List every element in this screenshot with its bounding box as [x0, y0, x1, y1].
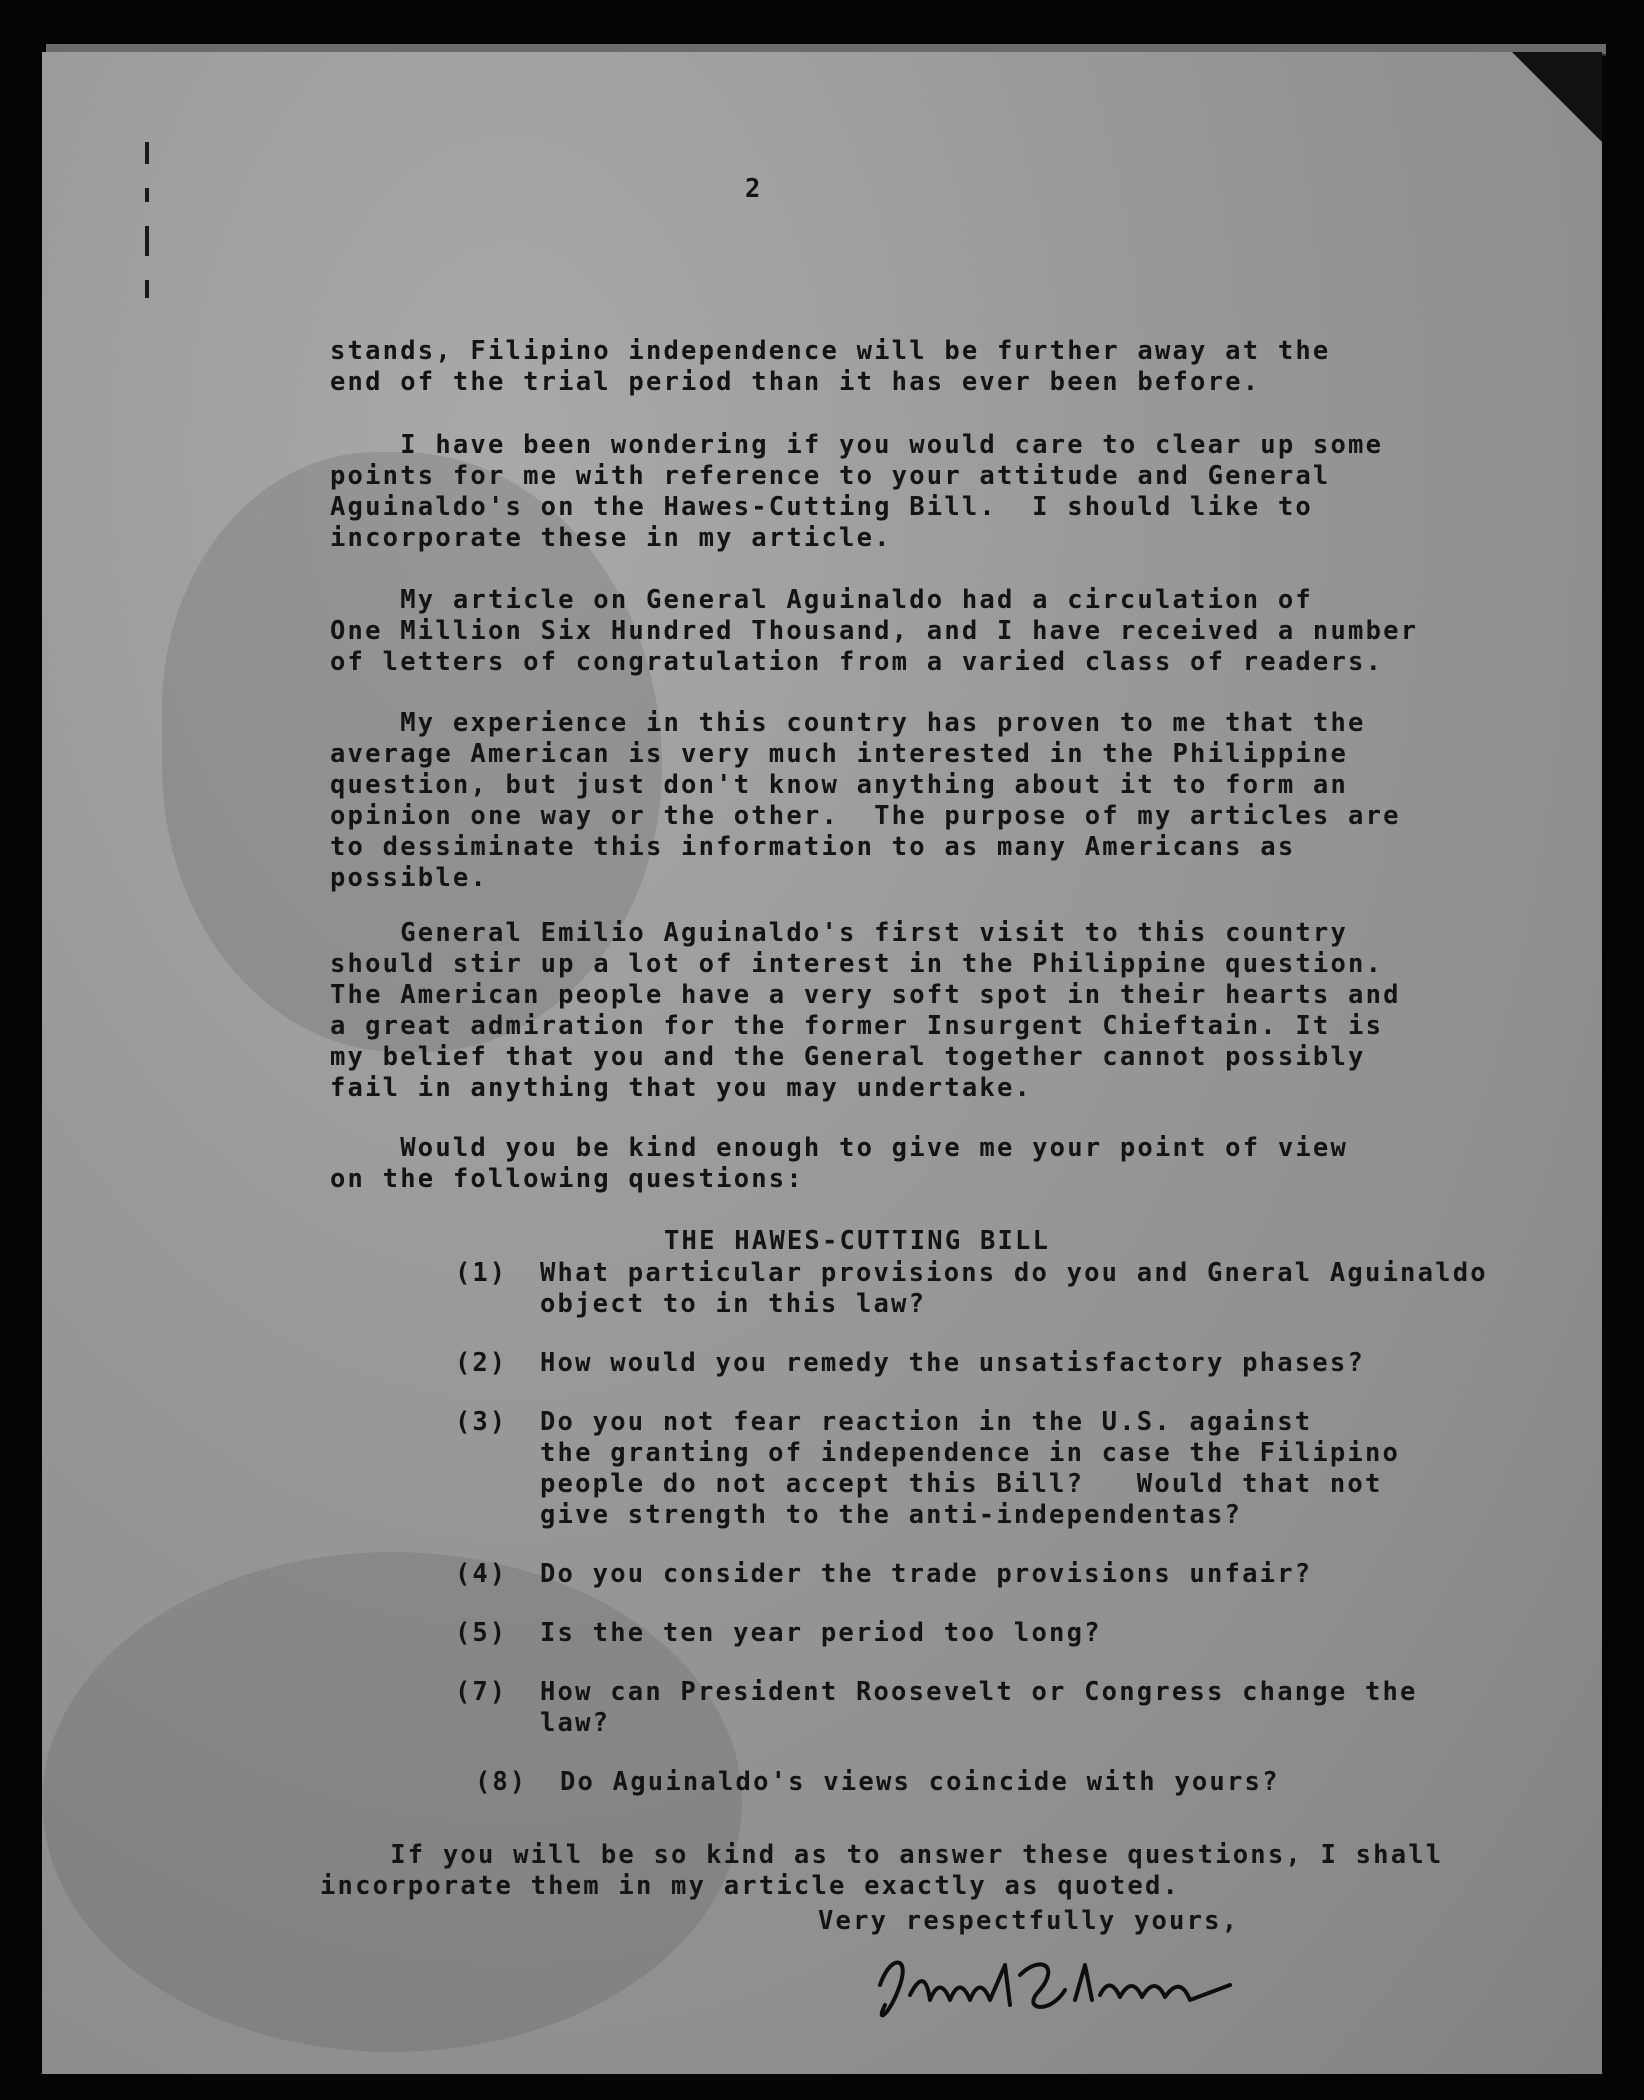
question-item — [455, 1348, 1575, 1379]
text-line: How would you remedy the unsatisfactory phases? — [540, 1348, 1365, 1378]
text-line: What particular provisions do you and Gneral Aguinaldo — [540, 1258, 1488, 1288]
question-number: (2) — [455, 1348, 508, 1378]
text-line: incorporate them in my article exactly as quoted. — [320, 1871, 1181, 1901]
question-number: (4) — [455, 1559, 508, 1589]
question-item — [455, 1407, 1575, 1531]
question-text — [540, 1407, 1400, 1531]
text-line: should stir up a lot of interest in the Philippine question. — [330, 949, 1384, 979]
paragraph-2 — [330, 430, 1480, 554]
question-item — [455, 1559, 1575, 1590]
text-line: possible. — [330, 863, 488, 893]
paragraph-5 — [330, 918, 1480, 1104]
text-line: the granting of independence in case the Filipino — [540, 1438, 1401, 1468]
question-number: (8) — [475, 1767, 528, 1797]
text-line: Do you consider the trade provisions unfair? — [540, 1559, 1313, 1589]
question-text — [540, 1677, 1418, 1739]
text-line: How can President Roosevelt or Congress change the — [540, 1677, 1418, 1707]
text-line: opinion one way or the other. The purpose of my articles are — [330, 801, 1401, 831]
question-text — [540, 1618, 1102, 1649]
question-text — [540, 1559, 1312, 1590]
text-line: The American people have a very soft spot in their hearts and — [330, 980, 1401, 1010]
torn-corner — [1512, 52, 1602, 142]
text-line: law? — [540, 1708, 611, 1738]
text-line: My article on General Aguinaldo had a circulation of — [330, 585, 1313, 615]
text-line: Aguinaldo's on the Hawes-Cutting Bill. I should like to — [330, 492, 1313, 522]
text-line: give strength to the anti-independentas? — [540, 1500, 1243, 1530]
question-text — [540, 1258, 1488, 1320]
question-item — [475, 1767, 1575, 1798]
text-line: Is the ten year period too long? — [540, 1618, 1102, 1648]
text-line: stands, Filipino independence will be further away at the — [330, 336, 1331, 366]
question-text — [560, 1767, 1280, 1798]
final-paragraph — [320, 1840, 1470, 1902]
question-item — [455, 1677, 1575, 1739]
text-line: on the following questions: — [330, 1164, 804, 1194]
text-line: people do not accept this Bill? Would that not — [540, 1469, 1383, 1499]
text-line: Do Aguinaldo's views coincide with yours? — [560, 1767, 1280, 1797]
text-line: My experience in this country has proven to me that the — [330, 708, 1366, 738]
text-line: my belief that you and the General together cannot possibly — [330, 1042, 1366, 1072]
punch-marks — [145, 142, 155, 342]
text-line: Would you be kind enough to give me your point of view — [330, 1133, 1349, 1163]
text-line: incorporate these in my article. — [330, 523, 892, 553]
text-line: points for me with reference to your attitude and General — [330, 461, 1331, 491]
text-line: question, but just don't know anything about it to form an — [330, 770, 1349, 800]
text-line: Do you not fear reaction in the U.S. against — [540, 1407, 1313, 1437]
text-line: fail in anything that you may undertake. — [330, 1073, 1033, 1103]
questions-heading: THE HAWES-CUTTING BILL — [664, 1226, 1051, 1256]
question-item — [455, 1258, 1575, 1320]
question-number: (7) — [455, 1677, 508, 1707]
text-line: to dessiminate this information to as many Americans as — [330, 832, 1296, 862]
question-number: (5) — [455, 1618, 508, 1648]
text-line: average American is very much interested in the Philippine — [330, 739, 1349, 769]
text-line: General Emilio Aguinaldo's first visit to this country — [330, 918, 1349, 948]
paragraph-1 — [330, 336, 1480, 398]
text-line: object to in this law? — [540, 1289, 927, 1319]
text-line: end of the trial period than it has ever been before. — [330, 367, 1261, 397]
question-number: (3) — [455, 1407, 508, 1437]
question-number: (1) — [455, 1258, 508, 1288]
paragraph-3 — [330, 585, 1480, 678]
paragraph-4 — [330, 708, 1480, 894]
text-line: a great admiration for the former Insurgent Chieftain. It is — [330, 1011, 1384, 1041]
handwritten-signature — [870, 1945, 1250, 2035]
page-number: 2 — [745, 174, 763, 204]
text-line: One Million Six Hundred Thousand, and I have received a number — [330, 616, 1419, 646]
question-item — [455, 1618, 1575, 1649]
closing-salutation: Very respectfully yours, — [818, 1906, 1240, 1936]
text-line: I have been wondering if you would care to clear up some — [330, 430, 1384, 460]
text-line: of letters of congratulation from a varied class of readers. — [330, 647, 1384, 677]
text-line: If you will be so kind as to answer these questions, I shall — [320, 1840, 1444, 1870]
paragraph-6 — [330, 1133, 1480, 1195]
question-list — [455, 1258, 1575, 1826]
question-text — [540, 1348, 1365, 1379]
